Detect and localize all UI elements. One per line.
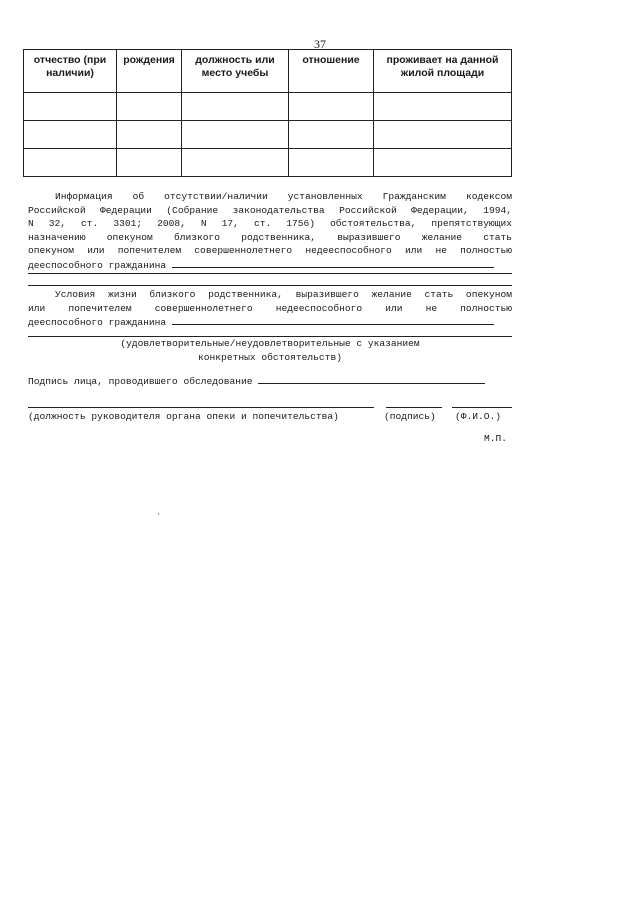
conditions-line: Условия жизни близкого родственника, выразившего желание стать опекуном (55, 289, 512, 300)
header-position: должность или место учебы (182, 50, 289, 93)
table-header-row (24, 50, 512, 93)
caption-position: (должность руководителя органа опеки и попечительства) (28, 411, 339, 422)
table-cell[interactable] (117, 93, 182, 121)
table-row (24, 93, 512, 121)
table-row (24, 121, 512, 149)
table-cell[interactable] (117, 149, 182, 177)
name-line[interactable] (452, 407, 512, 408)
table-cell[interactable] (182, 93, 289, 121)
table-cell[interactable] (289, 93, 374, 121)
signature-label: Подпись лица, проводившего обследование (28, 376, 253, 387)
header-relation: отношение (289, 50, 374, 93)
conditions-caption-line-1: (удовлетворительные/неудовлетворительные с указанием (120, 338, 420, 349)
info-blank-line-1[interactable] (28, 273, 512, 274)
table-cell[interactable] (374, 93, 512, 121)
conditions-last-label: дееспособного гражданина (28, 317, 167, 328)
table-row (24, 149, 512, 177)
header-birth: рождения (117, 50, 182, 93)
scan-speck (158, 513, 159, 515)
conditions-caption-line-2: конкретных обстоятельств) (198, 351, 342, 363)
header-patronymic: отчество (при наличии) (24, 50, 117, 93)
position-line[interactable] (28, 407, 374, 408)
info-blank-line-2[interactable] (28, 285, 512, 286)
table-cell[interactable] (24, 93, 117, 121)
conditions-paragraph (28, 288, 512, 330)
info-last-label: дееспособного гражданина (28, 259, 167, 271)
info-paragraph (28, 190, 512, 272)
table-cell[interactable] (182, 149, 289, 177)
info-line: опекуном или попечителем совершеннолетнего недееспособного или не полностью (28, 245, 512, 256)
table-cell[interactable] (374, 121, 512, 149)
header-residence: проживает на данной жилой площади (374, 50, 512, 93)
info-line-last (28, 258, 512, 273)
conditions-fill-line[interactable] (172, 315, 494, 325)
info-line: Информация об отсутствии/наличии установленных Гражданским кодексом (55, 191, 512, 202)
table-cell[interactable] (182, 121, 289, 149)
signature-row (28, 374, 512, 389)
table-cell[interactable] (117, 121, 182, 149)
table-cell[interactable] (374, 149, 512, 177)
info-line: назначению опекуном близкого родственника, выразившего желание стать (28, 231, 512, 243)
caption-name: (Ф.И.О.) (455, 411, 502, 422)
stamp-label: М.П. (484, 433, 508, 444)
info-line: N 32, ст. 3301; 2008, N 17, ст. 1756) обстоятельства, препятствующих (28, 218, 512, 229)
conditions-line-last (28, 315, 512, 330)
relatives-table (23, 49, 512, 177)
page-number: 37 (314, 37, 326, 51)
table-cell[interactable] (289, 121, 374, 149)
conditions-line: или попечителем совершеннолетнего недееспособного или не полностью (28, 302, 512, 314)
signature-fill-line[interactable] (258, 374, 485, 384)
table-cell[interactable] (24, 149, 117, 177)
info-fill-line[interactable] (172, 258, 494, 268)
conditions-caption (28, 337, 512, 364)
caption-sign: (подпись) (384, 411, 436, 422)
table-cell[interactable] (24, 121, 117, 149)
table-cell[interactable] (289, 149, 374, 177)
sign-line[interactable] (386, 407, 442, 408)
info-line: Российской Федерации (Собрание законодательства Российской Федерации, 1994, (28, 204, 512, 216)
